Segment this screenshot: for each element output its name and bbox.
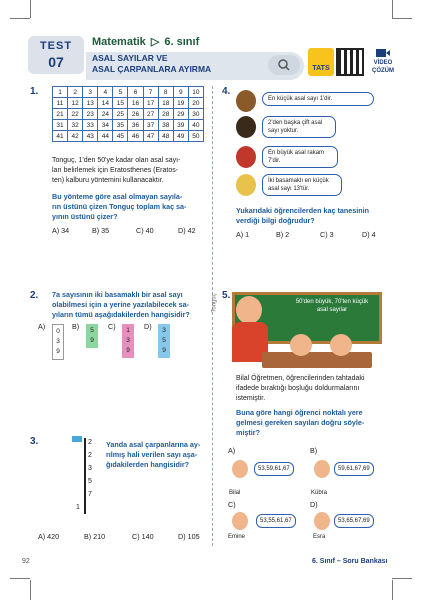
student-avatar bbox=[236, 90, 256, 112]
video-solution-label[interactable]: VİDEO ÇÖZÜM bbox=[368, 48, 398, 76]
subject-name: Matematik bbox=[92, 36, 146, 48]
grid-cell: 3 bbox=[83, 87, 98, 98]
grid-cell: 8 bbox=[158, 87, 173, 98]
grid-cell: 23 bbox=[83, 109, 98, 120]
grid-row bbox=[53, 120, 204, 131]
crop-mark bbox=[10, 18, 30, 19]
option-a[interactable]: A) 1 bbox=[236, 230, 250, 239]
topic-line-1: ASAL SAYILAR VE bbox=[92, 53, 168, 63]
crop-mark bbox=[392, 578, 412, 579]
test-label: TEST bbox=[39, 40, 73, 52]
option-a-box: 0 3 9 bbox=[52, 324, 64, 360]
student-avatar bbox=[314, 460, 330, 478]
grade-label: 6. sınıf bbox=[164, 36, 200, 48]
tats-logo: TATS bbox=[308, 48, 334, 76]
option-d[interactable]: D) bbox=[310, 500, 318, 509]
grid-cell: 7 bbox=[143, 87, 158, 98]
question-4-prompt: Yukarıdaki öğrencilerden kaç tanesinin verdiği bilgi doğrudur? bbox=[236, 206, 370, 225]
option-b[interactable]: B) bbox=[72, 322, 80, 331]
option-d[interactable]: D) 4 bbox=[362, 230, 376, 239]
grid-cell: 41 bbox=[53, 131, 68, 142]
option-c[interactable]: C) 40 bbox=[136, 226, 154, 235]
option-c-answer: 53,55,61,67 bbox=[256, 514, 296, 528]
option-a[interactable]: A) 34 bbox=[52, 226, 70, 235]
grid-cell: 16 bbox=[128, 98, 143, 109]
grid-cell: 28 bbox=[158, 109, 173, 120]
grid-cell: 42 bbox=[68, 131, 83, 142]
grid-cell: 47 bbox=[143, 131, 158, 142]
option-a-name: Bilal bbox=[229, 490, 241, 496]
series-title: 6. Sınıf – Soru Bankası bbox=[312, 558, 388, 565]
student-illustration bbox=[290, 334, 312, 356]
grid-cell: 46 bbox=[128, 131, 143, 142]
option-d-answer: 53,65,67,69 bbox=[334, 514, 374, 528]
question-2-prompt: 7a sayısının iki basamaklı bir asal sayı olabilmesi için a yerine yazılabilecek sa- yıların tümü aşağıdakilerden hangisidir? bbox=[52, 290, 190, 319]
option-c-name: Emine bbox=[228, 534, 246, 540]
grid-cell: 17 bbox=[143, 98, 158, 109]
grid-cell: 43 bbox=[83, 131, 98, 142]
grid-cell: 6 bbox=[128, 87, 143, 98]
option-a[interactable]: A) bbox=[228, 446, 236, 455]
grid-cell: 10 bbox=[188, 87, 203, 98]
student-avatar bbox=[232, 460, 248, 478]
grid-cell: 36 bbox=[128, 120, 143, 131]
qr-code-icon[interactable] bbox=[336, 48, 364, 76]
side-brand: Tonguç bbox=[211, 293, 218, 313]
option-d[interactable]: D) bbox=[144, 322, 152, 331]
option-b[interactable]: B) 2 bbox=[276, 230, 290, 239]
option-b[interactable]: B) 210 bbox=[84, 532, 106, 541]
question-3-number: 3. bbox=[30, 436, 39, 447]
grid-cell: 21 bbox=[53, 109, 68, 120]
question-4-options bbox=[236, 230, 406, 242]
grid-cell: 39 bbox=[173, 120, 188, 131]
grid-cell: 33 bbox=[83, 120, 98, 131]
option-b[interactable]: B) bbox=[310, 446, 318, 455]
ladder-top-cell bbox=[72, 436, 82, 442]
grid-cell: 13 bbox=[83, 98, 98, 109]
grid-cell: 50 bbox=[188, 131, 203, 142]
grid-cell: 14 bbox=[98, 98, 113, 109]
student-avatar bbox=[236, 116, 256, 138]
option-c[interactable]: C) 140 bbox=[132, 532, 154, 541]
grid-cell: 4 bbox=[98, 87, 113, 98]
test-number: 07 bbox=[48, 54, 64, 70]
option-d-name: Esra bbox=[313, 534, 326, 540]
grid-cell: 19 bbox=[173, 98, 188, 109]
crop-mark bbox=[10, 578, 30, 579]
grid-row bbox=[53, 87, 204, 98]
option-b[interactable]: B) 35 bbox=[92, 226, 110, 235]
question-3-prompt: Yanda asal çarpanlarına ay- rılmış hali verilen sayı aşa- ğıdakilerden hangisidir? bbox=[106, 440, 201, 469]
student-illustration bbox=[330, 334, 352, 356]
grid-cell: 37 bbox=[143, 120, 158, 131]
option-c[interactable]: C) 3 bbox=[320, 230, 334, 239]
ladder-result: 1 bbox=[76, 504, 80, 511]
grid-cell: 44 bbox=[98, 131, 113, 142]
question-5-text: Bilal Öğretmen, öğrencilerinden tahtadaki ifadede bıraktığı boşluğu doldurmalarını istemiştir. bbox=[236, 375, 365, 402]
ladder-line bbox=[84, 438, 86, 514]
grid-cell: 34 bbox=[98, 120, 113, 131]
speech-bubble-2: 2'den başka çift asal sayı yoktur. bbox=[262, 116, 336, 138]
question-5-number: 5. bbox=[222, 290, 231, 301]
grid-cell: 26 bbox=[128, 109, 143, 120]
grid-cell: 15 bbox=[113, 98, 128, 109]
grid-cell: 12 bbox=[68, 98, 83, 109]
grid-cell: 25 bbox=[113, 109, 128, 120]
subject-line bbox=[92, 35, 199, 48]
grid-cell: 35 bbox=[113, 120, 128, 131]
option-c[interactable]: C) bbox=[228, 500, 236, 509]
grid-cell: 18 bbox=[158, 98, 173, 109]
column-divider bbox=[212, 86, 213, 546]
topic-title bbox=[92, 53, 211, 75]
question-3-options bbox=[38, 532, 210, 544]
grid-cell: 20 bbox=[188, 98, 203, 109]
grid-cell: 27 bbox=[143, 109, 158, 120]
teacher-illustration bbox=[236, 296, 262, 324]
grid-row bbox=[53, 131, 204, 142]
speech-bubble-3: En büyük asal rakam 7'dir. bbox=[262, 146, 338, 168]
grid-cell: 40 bbox=[188, 120, 203, 131]
question-1-options bbox=[52, 226, 210, 238]
student-avatar bbox=[236, 146, 256, 168]
grid-cell: 32 bbox=[68, 120, 83, 131]
option-b-name: Kübra bbox=[311, 490, 328, 496]
test-badge bbox=[28, 36, 84, 74]
student-avatar bbox=[232, 512, 248, 530]
grid-cell: 11 bbox=[53, 98, 68, 109]
crop-mark bbox=[30, 0, 31, 18]
question-5-prompt: Buna göre hangi öğrenci noktalı yere gelmesi gereken sayıları doğru söyle- miştir? bbox=[236, 408, 365, 437]
ladder-factors: 2 2 3 5 7 bbox=[88, 439, 92, 498]
option-d[interactable]: D) 105 bbox=[178, 532, 200, 541]
grid-cell: 9 bbox=[173, 87, 188, 98]
option-d[interactable]: D) 42 bbox=[178, 226, 196, 235]
grid-cell: 2 bbox=[68, 87, 83, 98]
question-2-number: 2. bbox=[30, 290, 39, 301]
grid-cell: 31 bbox=[53, 120, 68, 131]
number-grid bbox=[52, 86, 204, 142]
grid-cell: 22 bbox=[68, 109, 83, 120]
option-a-answer: 53,59,61,67 bbox=[254, 462, 294, 476]
question-1-prompt: Bu yönteme göre asal olmayan sayıla- rın üstünü çizen Tonguç toplam kaç sa- yının üstünü çizer? bbox=[52, 192, 187, 221]
grid-cell: 1 bbox=[53, 87, 68, 98]
option-c-box: 1 3 9 bbox=[122, 324, 134, 358]
student-avatar bbox=[314, 512, 330, 530]
grid-cell: 49 bbox=[173, 131, 188, 142]
crop-mark bbox=[392, 18, 412, 19]
blackboard-text: 50'den büyük, 70'ten küçük asal sayılar bbox=[295, 299, 369, 313]
option-d-box: 3 5 9 bbox=[158, 324, 170, 358]
desk bbox=[262, 352, 372, 368]
search-icon bbox=[268, 55, 300, 75]
speech-bubble-4: İki basamaklı en küçük asal sayı 13'tür. bbox=[262, 174, 342, 196]
question-1-text: Tonguç, 1'den 50'ye kadar olan asal sayı- ları belirlemek için Eratosthenes (Eratos- ten) kalburu yöntemini kullanacaktır. bbox=[52, 157, 181, 184]
grid-cell: 24 bbox=[98, 109, 113, 120]
question-1-number: 1. bbox=[30, 86, 39, 97]
crop-mark bbox=[392, 0, 393, 18]
crop-mark bbox=[30, 580, 31, 600]
speech-bubble-1: En küçük asal sayı 1'dir. bbox=[262, 92, 374, 106]
grid-row bbox=[53, 109, 204, 120]
question-4-number: 4. bbox=[222, 86, 231, 97]
play-arrow-icon: ▷ bbox=[150, 36, 160, 48]
grid-cell: 29 bbox=[173, 109, 188, 120]
page-number: 92 bbox=[22, 558, 30, 565]
student-avatar bbox=[236, 174, 256, 196]
option-b-answer: 59,61,67,69 bbox=[334, 462, 374, 476]
search-button[interactable] bbox=[268, 55, 300, 75]
grid-cell: 48 bbox=[158, 131, 173, 142]
option-b-box: 5 9 bbox=[86, 324, 98, 348]
option-a[interactable]: A) bbox=[38, 322, 46, 331]
grid-row bbox=[53, 98, 204, 109]
crop-mark bbox=[392, 580, 393, 600]
option-c[interactable]: C) bbox=[108, 322, 116, 331]
option-a[interactable]: A) 420 bbox=[38, 532, 60, 541]
grid-cell: 38 bbox=[158, 120, 173, 131]
grid-cell: 30 bbox=[188, 109, 203, 120]
grid-cell: 5 bbox=[113, 87, 128, 98]
video-icon bbox=[376, 48, 390, 58]
grid-cell: 45 bbox=[113, 131, 128, 142]
topic-line-2: ASAL ÇARPANLARA AYIRMA bbox=[92, 64, 212, 74]
